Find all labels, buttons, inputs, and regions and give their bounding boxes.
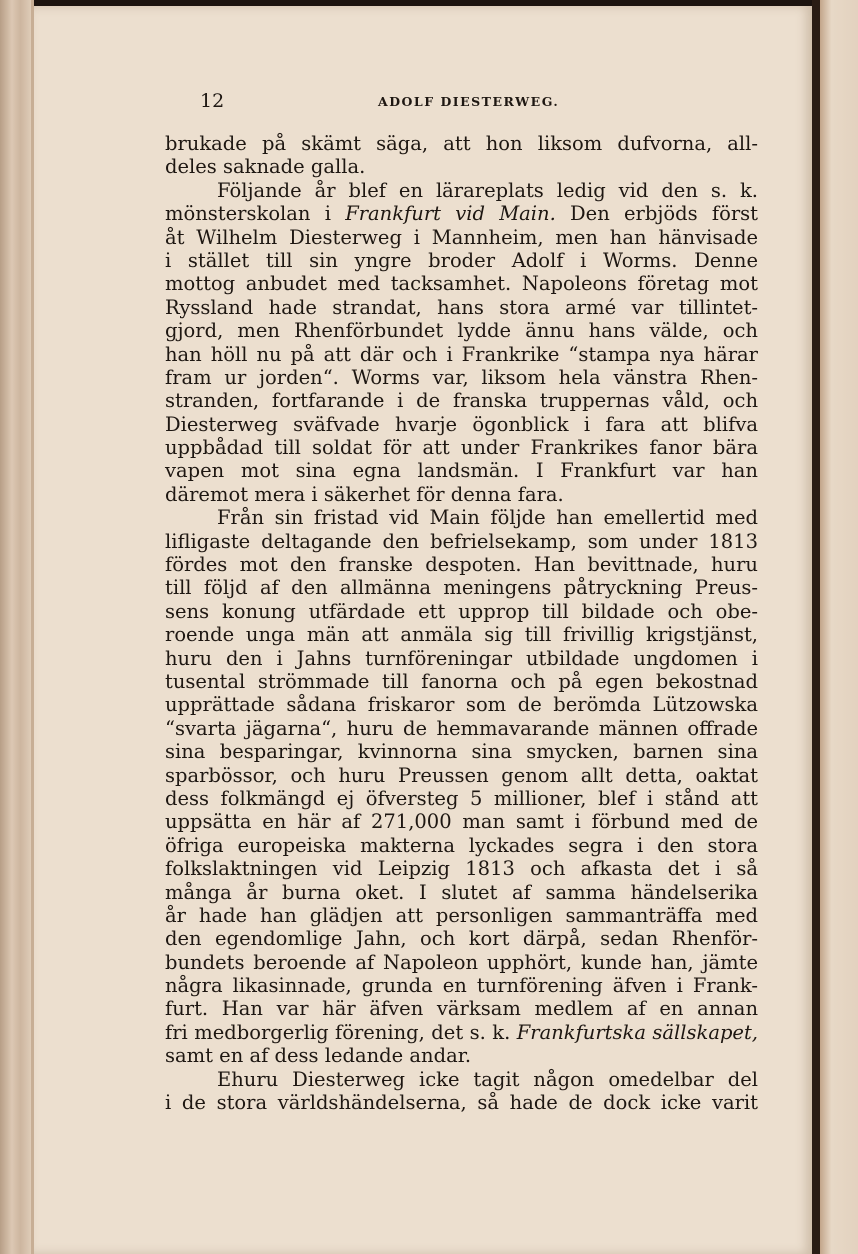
text-line: tusental strömmade till fanorna och på egen bekostnad <box>165 669 758 693</box>
text-line: till följd af den allmänna meningens påtryckning Preus- <box>165 576 758 600</box>
text-line: Ehuru Diesterweg icke tagit någon omedelbar del <box>217 1067 758 1091</box>
text-line: mottog anbudet med tacksamhet. Napoleons företag mot <box>165 272 758 296</box>
text-line: stranden, fortfarande i de franska truppernas våld, och <box>165 389 758 413</box>
text-line: samt en af dess ledande andar. <box>165 1044 472 1068</box>
text-line: “svarta jägarna“, huru de hemmavarande männen offrade <box>165 716 758 740</box>
page-number: 12 <box>200 90 225 112</box>
text-line: upprättade sådana friskaror som de berömda Lützowska <box>165 693 758 717</box>
text-line: uppsätta en här af 271,000 man samt i förbund med de <box>165 810 758 834</box>
text-line: fram ur jorden“. Worms var, liksom hela vänstra Rhen- <box>165 365 758 389</box>
text-line: vapen mot sina egna landsmän. I Frankfurt var han <box>165 459 758 483</box>
text-line: i stället till sin yngre broder Adolf i Worms. Denne <box>165 248 758 272</box>
page-header <box>200 90 755 110</box>
text-line: brukade på skämt säga, att hon liksom dufvorna, all- <box>165 132 758 155</box>
text-line: sens konung utfärdade ett upprop till bildade och obe- <box>165 599 758 623</box>
text-line: sina besparingar, kvinnorna sina smycken, barnen sina <box>165 740 758 764</box>
text-line: Från sin fristad vid Main följde han emellertid med <box>217 506 758 530</box>
text-line: i de stora världshändelserna, så hade de dock icke varit <box>165 1091 758 1115</box>
text-line: den egendomlige Jahn, och kort därpå, sedan Rhenför- <box>165 927 758 951</box>
text-line: huru den i Jahns turnföreningar utbildade ungdomen i <box>165 646 758 670</box>
text-line: folkslaktningen vid Leipzig 1813 och afkasta det i så <box>165 857 758 881</box>
text-line: öfriga europeiska makterna lyckades segra i den stora <box>165 833 758 857</box>
text-line: sparbössor, och huru Preussen genom allt detta, oaktat <box>165 763 758 787</box>
text-line: gjord, men Rhenförbundet lydde ännu hans välde, och <box>165 319 758 343</box>
text-line: många år burna oket. I slutet af samma händelserika <box>165 880 758 904</box>
text-line: deles saknade galla. <box>165 155 366 179</box>
text-segment: fri medborgerlig förening, det s. k. <box>165 1020 517 1044</box>
text-segment: Den erbjöds först <box>555 202 758 226</box>
text-line: lifligaste deltagande den befrielsekamp, som under 1813 <box>165 529 758 553</box>
text-line: uppbådad till soldat för att under Frankrikes fanor bära <box>165 436 758 460</box>
text-segment: mönsterskolan i <box>165 202 346 226</box>
book-gutter <box>812 0 820 1254</box>
text-line: år hade han glädjen att personligen sammanträffa med <box>165 903 758 927</box>
text-line: dess folkmängd ej öfversteg 5 millioner, blef i stånd att <box>165 786 758 810</box>
text-line: fördes mot den franske despoten. Han bevittnade, huru <box>165 553 758 577</box>
page-edge-right <box>820 0 858 1254</box>
text-line: bundets beroende af Napoleon upphört, kunde han, jämte <box>165 950 758 974</box>
text-line: åt Wilhelm Diesterweg i Mannheim, men han hänvisade <box>165 225 758 249</box>
text-line: däremot mera i säkerhet för denna fara. <box>165 482 564 506</box>
text-line: roende unga män att anmäla sig till frivillig krigstjänst, <box>165 623 758 647</box>
italic-text: Frankfurt vid Main. <box>345 202 556 226</box>
text-line: några likasinnade, grunda en turnförening äfven i Frank- <box>165 974 758 998</box>
text-line: Följande år blef en lärareplats ledig vid den s. k. <box>217 178 758 202</box>
text-line: Ryssland hade strandat, hans stora armé var tillintet- <box>165 295 758 319</box>
text-line: furt. Han var här äfven värksam medlem af en annan <box>165 997 758 1021</box>
text-line <box>165 202 758 225</box>
text-line: han höll nu på att där och i Frankrike “stampa nya härar <box>165 342 758 366</box>
text-line: Diesterweg sväfvade hvarje ögonblick i fara att blifva <box>165 412 758 436</box>
italic-text: Frankfurtska sällskapet, <box>516 1020 759 1044</box>
page-edge-left <box>0 0 34 1254</box>
text-line <box>165 1021 758 1044</box>
body-text <box>165 132 758 1114</box>
running-head: ADOLF DIESTERWEG. <box>378 94 560 109</box>
